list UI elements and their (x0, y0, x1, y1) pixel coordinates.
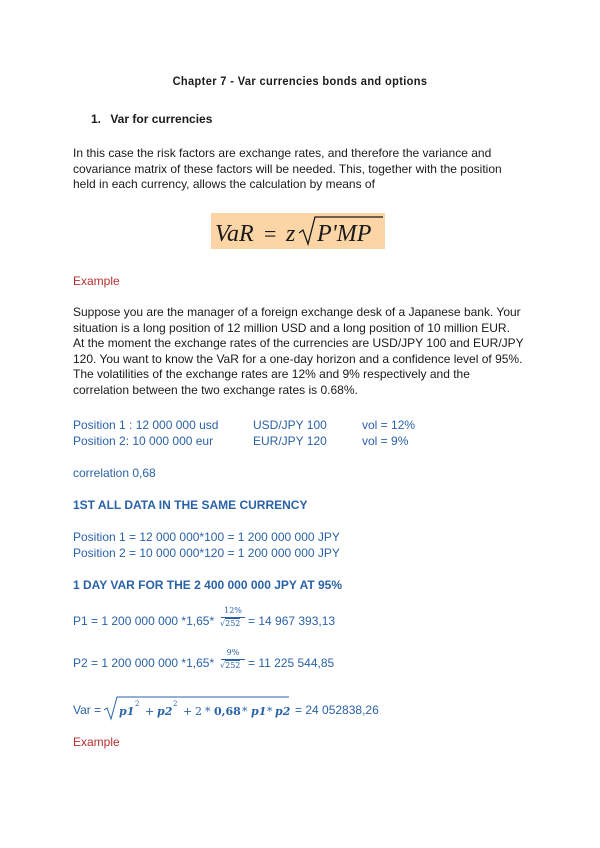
p2-denominator: √252 (220, 661, 241, 670)
var-formula-box (211, 213, 385, 249)
position-vol: vol = 12% (362, 418, 416, 432)
formula-equals: = (264, 221, 277, 246)
formula-inner: P'MP (317, 221, 372, 247)
p1-result: = 14 967 393,13 (248, 614, 336, 628)
var-term-b-exp: 2 (173, 700, 178, 708)
example-line: At the moment the exchange rates of the currencies are USD/JPY 100 and EUR/JPY (73, 336, 524, 351)
p1-lead: P1 = 1 200 000 000 *1,65* (73, 614, 215, 628)
var-total-formula (73, 694, 493, 724)
example-label: Example (73, 735, 120, 749)
correlation-text: correlation 0,68 (73, 466, 156, 480)
section-heading (91, 112, 212, 126)
example-line: Suppose you are the manager of a foreign exchange desk of a Japanese bank. Your (73, 305, 521, 319)
conversion-block (73, 530, 340, 561)
intro-line: covariance matrix of these factors will be needed. This, together with the position (73, 161, 502, 176)
var-term-c: p1 (251, 705, 267, 718)
intro-paragraph (73, 146, 533, 193)
page-title: Chapter 7 - Var currencies bonds and options (172, 74, 428, 88)
var-star: * (267, 705, 273, 718)
formula-lhs: VaR (215, 221, 254, 247)
heading-one-day-var: 1 DAY VAR FOR THE 2 400 000 000 JPY AT 95% (73, 578, 343, 592)
example-label: Example (73, 274, 120, 288)
p2-formula (73, 648, 453, 680)
position-vol: vol = 9% (362, 434, 409, 448)
position-row-2 (73, 434, 533, 449)
conversion-line: Position 2 = 10 000 000*120 = 1 200 000 000 JPY (73, 545, 340, 560)
p1-formula (73, 606, 453, 638)
position-rate: EUR/JPY 120 (253, 434, 327, 448)
var-star: * (242, 705, 248, 718)
position-row-1 (73, 418, 533, 433)
var-lead: Var = (73, 703, 102, 717)
p2-numerator: 9% (226, 648, 240, 657)
var-term-a: p1 (119, 705, 135, 718)
conversion-line: Position 1 = 12 000 000*100 = 1 200 000 000 JPY (73, 530, 340, 544)
p1-denominator: √252 (220, 619, 241, 628)
p1-numerator: 12% (224, 606, 242, 615)
var-sqrt-graphic (103, 694, 293, 722)
example-line: correlation between the two exchange rates is 0.68%. (73, 382, 358, 397)
p2-result: = 11 225 544,85 (248, 656, 335, 670)
example-paragraph (73, 305, 533, 399)
example-line: 120. You want to know the VaR for a one-day horizon and a confidence level of 95%. (73, 351, 523, 366)
var-term-b: p2 (157, 705, 173, 718)
var-plus: + (183, 705, 193, 718)
heading-same-currency: 1ST ALL DATA IN THE SAME CURRENCY (73, 498, 308, 512)
position-value: Position 1 : 12 000 000 usd (73, 418, 219, 432)
position-rate: USD/JPY 100 (253, 418, 327, 432)
var-formula-graphic (211, 213, 385, 249)
var-two: 2 (195, 705, 202, 718)
section-number: 1. (91, 112, 102, 126)
var-term-a-exp: 2 (135, 700, 140, 708)
var-corr: 0,68 (214, 705, 241, 718)
position-value: Position 2: 10 000 000 eur (73, 434, 214, 448)
var-result: = 24 052838,26 (295, 703, 379, 717)
intro-line: In this case the risk factors are exchange rates, and therefore the variance and (73, 146, 492, 160)
intro-line: held in each currency, allows the calculation by means of (73, 177, 375, 192)
p2-lead: P2 = 1 200 000 000 *1,65* (73, 656, 215, 670)
section-label: Var for currencies (110, 112, 213, 126)
formula-z: z (286, 221, 296, 247)
var-star: * (205, 705, 211, 718)
var-term-d: p2 (275, 705, 291, 718)
example-line: situation is a long position of 12 million USD and a long position of 10 million EUR. (73, 320, 510, 335)
example-line: The volatilities of the exchange rates are 12% and 9% respectively and the (73, 367, 470, 382)
var-plus: + (145, 705, 155, 718)
